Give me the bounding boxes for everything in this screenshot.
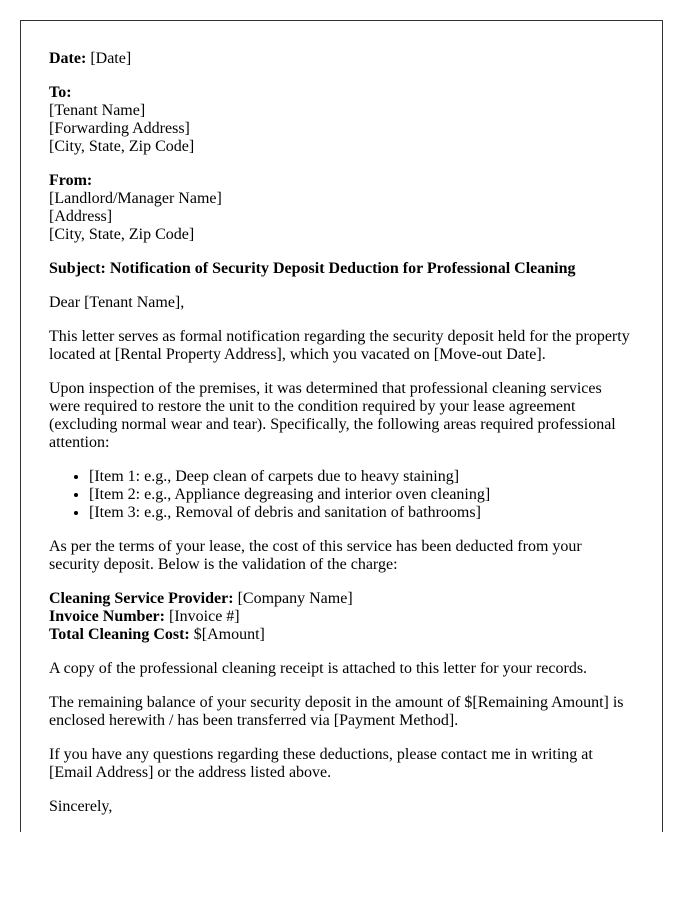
subject-line: Subject: Notification of Security Deposit Deduction for Professional Cleaning <box>49 260 576 277</box>
paragraph-deduction: As per the terms of your lease, the cost of this service has been deducted from your security deposit. Below is the validation of the charge: <box>49 538 582 573</box>
salutation: Dear [Tenant Name], <box>49 294 185 311</box>
date-line: Date: [Date] <box>49 50 132 67</box>
recipient-block: To: [Tenant Name] [Forwarding Address] [City, State, Zip Code] <box>49 84 195 155</box>
paragraph-contact: If you have any questions regarding these deductions, please contact me in writing at [Email Address] or the address listed above. <box>49 746 593 781</box>
sender-block: From: [Landlord/Manager Name] [Address] [City, State, Zip Code] <box>49 172 222 243</box>
charge-details: Cleaning Service Provider: [Company Name] Invoice Number: [Invoice #] Total Cleaning Cost: $[Amount] <box>49 590 353 643</box>
list-item: • [Item 3: e.g., Removal of debris and sanitation of bathrooms] <box>89 504 634 522</box>
paragraph-balance: The remaining balance of your security deposit in the amount of $[Remaining Amount] is enclosed herewith / has been transferred via [Payment Method]. <box>49 694 624 729</box>
cleaning-items-list <box>49 468 634 522</box>
paragraph-receipt: A copy of the professional cleaning receipt is attached to this letter for your records. <box>49 660 588 677</box>
paragraph-intro: This letter serves as formal notification regarding the security deposit held for the property located at [Rental Property Address], which you vacated on [Move-out Date]. <box>49 328 630 363</box>
paragraph-inspection: Upon inspection of the premises, it was determined that professional cleaning services were required to restore the unit to the condition required by your lease agreement (excluding normal wear and tear). Specifically, the following areas required professional attention: <box>49 380 616 451</box>
closing: Sincerely, <box>49 798 113 815</box>
list-item: • [Item 2: e.g., Appliance degreasing and interior oven cleaning] <box>89 486 634 504</box>
letter-page <box>20 20 663 832</box>
list-item: • [Item 1: e.g., Deep clean of carpets due to heavy staining] <box>89 468 634 486</box>
